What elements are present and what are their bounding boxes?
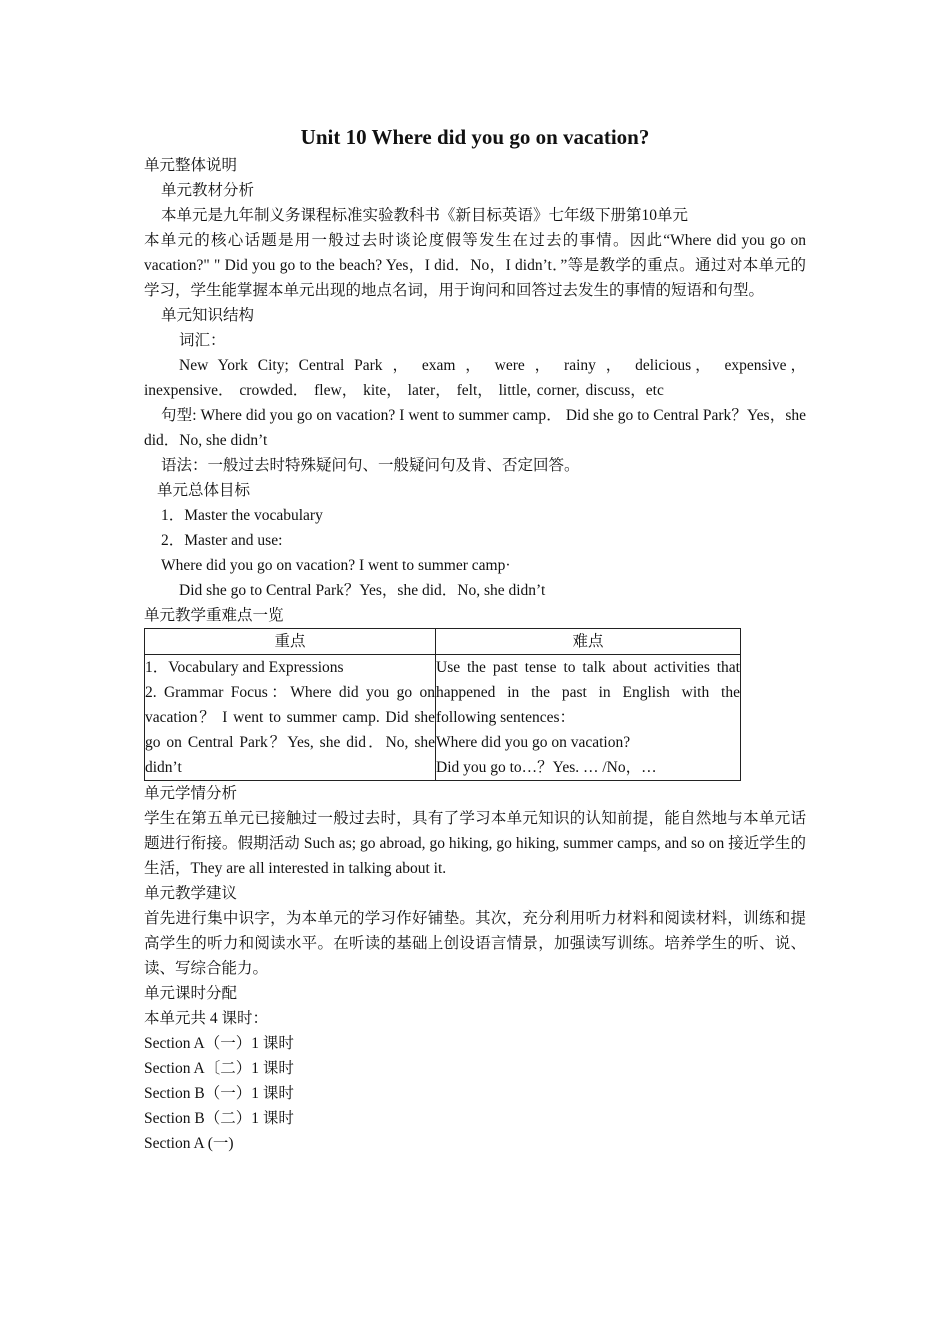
- students-heading: 单元学情分析: [144, 785, 238, 802]
- schedule-item: Section B（二）1 课时: [144, 1110, 294, 1127]
- keypoint-item-1: 1．Vocabulary and Expressions: [145, 659, 344, 676]
- goal-sentence-1: Where did you go on vacation? I went to summer camp·: [161, 557, 511, 574]
- material-line: 本单元是九年制义务课程标准实验教科书《新目标英语》七年级下册第10单元: [161, 207, 689, 224]
- schedule-heading: 单元课时分配: [144, 985, 238, 1002]
- schedule-item: Section B（一）1 课时: [144, 1085, 294, 1102]
- page-title: Unit 10 Where did you go on vacation?: [300, 125, 650, 149]
- table-header-difficulties: 难点: [436, 629, 741, 655]
- table-header-row: [145, 629, 741, 655]
- schedule-item: Section A (一): [144, 1135, 234, 1152]
- difficulties-cell: [436, 655, 741, 781]
- keypoints-table: [144, 628, 741, 781]
- material-heading: 单元教材分析: [161, 182, 255, 199]
- difficulty-example-1: Where did you go on vacation?: [436, 734, 631, 751]
- vocab-label: 词汇：: [179, 332, 226, 349]
- table-header-keypoints: 重点: [145, 629, 436, 655]
- vocab-list: New York City; Central Park ， exam ， were ， rainy ， delicious， expensive， inexpensive． crowded． flew， kite， later， felt， little, corner, discuss，etc: [144, 357, 806, 399]
- schedule-intro: 本单元共 4 课时：: [144, 1010, 269, 1027]
- schedule-item: Section A（一）1 课时: [144, 1035, 294, 1052]
- schedule-item: Section A〔二）1 课时: [144, 1060, 294, 1077]
- sentence-paragraph: 句型: Where did you go on vacation? I went to summer camp． Did she go to Central Park？Yes，she did．No, she didn’t: [144, 407, 806, 449]
- keypoint-item-2: 2. Grammar Focus：Where did you go on vacation？ I went to summer camp. Did she go on Central Park？Yes, she did．No, she didn’t: [145, 684, 435, 776]
- overview-heading: 单元整体说明: [144, 157, 238, 174]
- goal-item-1: 1．Master the vocabulary: [161, 507, 323, 524]
- keypoints-heading: 单元教学重难点一览: [144, 607, 284, 624]
- goals-heading: 单元总体目标: [157, 482, 251, 499]
- grammar-line: 语法：一般过去时特殊疑问句、一般疑问句及肯、否定回答。: [161, 457, 580, 474]
- document-page: [144, 122, 806, 1156]
- students-paragraph: 学生在第五单元已接触过一般过去时，具有了学习本单元知识的认知前提，能自然地与本单元话题进行衔接。假期活动 Such as; go abroad, go hiking, go hiking, summer camps, and so on 接近学生的生活，They are all interested in talking about it.: [144, 810, 806, 877]
- knowledge-heading: 单元知识结构: [161, 307, 255, 324]
- goal-item-2: 2．Master and use:: [161, 532, 283, 549]
- suggest-paragraph: 首先进行集中识字，为本单元的学习作好铺垫。其次，充分利用听力材料和阅读材料，训练和提高学生的听力和阅读水平。在听读的基础上创设语言情景，加强读写训练。培养学生的听、说、读、写综合能力。: [144, 910, 806, 977]
- goal-sentence-2: Did she go to Central Park？Yes，she did．No, she didn’t: [179, 582, 546, 599]
- table-row: [145, 655, 741, 781]
- material-paragraph: 本单元的核心话题是用一般过去时谈论度假等发生在过去的事情。因此“Where did you go on vacation?" " Did you go to the beach? Yes，I did．No，I didn’t．”等是教学的重点。通过对本单元的学习，学生能掌握本单元出现的地点名词，用于询问和回答过去发生的事情的短语和句型。: [144, 232, 806, 299]
- difficulty-example-2: Did you go to…？Yes. … /No，…: [436, 759, 657, 776]
- keypoints-cell: [145, 655, 436, 781]
- suggest-heading: 单元教学建议: [144, 885, 238, 902]
- difficulty-text: Use the past tense to talk about activities that happened in the past in English with the following sentences：: [436, 659, 740, 726]
